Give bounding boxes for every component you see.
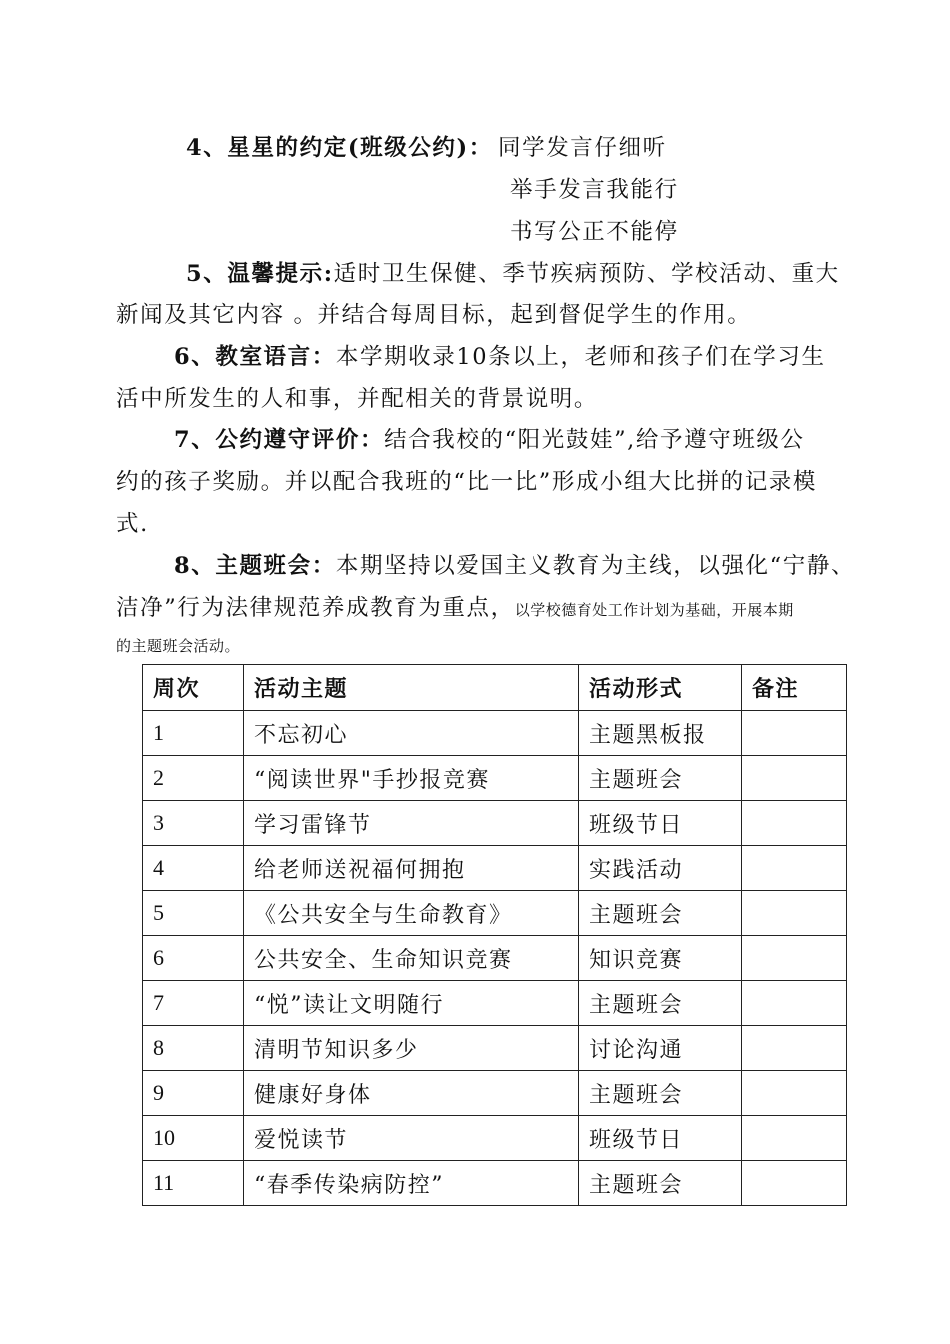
cell-week: 7 [143, 981, 244, 1026]
cell-format: 实践活动 [579, 846, 742, 891]
pledge-line-3: 书写公正不能停 [510, 219, 679, 245]
cell-topic: “阅读世界"手抄报竞赛 [244, 756, 579, 801]
cell-topic: 爱悦读节 [244, 1116, 579, 1161]
cell-note [742, 1026, 847, 1071]
table-row [143, 981, 847, 1026]
table-row [143, 1116, 847, 1161]
header-note: 备注 [742, 665, 847, 711]
activity-table [142, 664, 847, 1206]
cell-format: 主题黑板报 [579, 711, 742, 756]
cell-week: 6 [143, 936, 244, 981]
cell-note [742, 711, 847, 756]
table-row [143, 1026, 847, 1071]
section8-text-large: 洁净”行为法律规范养成教育为重点， [116, 595, 515, 621]
cell-week: 1 [143, 711, 244, 756]
section5-text-cont: 新闻及其它内容 。并结合每周目标，起到督促学生的作用。 [116, 302, 752, 328]
cell-format: 班级节日 [579, 1116, 742, 1161]
section8-text-cont [116, 597, 794, 620]
cell-format: 主题班会 [579, 1071, 742, 1116]
section5-text: 适时卫生保健、季节疾病预防、学校活动、重大 [333, 261, 840, 287]
cell-topic: 《公共安全与生命教育》 [244, 891, 579, 936]
cell-note [742, 1071, 847, 1116]
table-row [143, 846, 847, 891]
section5-label: 5、温馨提示: [186, 261, 334, 287]
cell-note [742, 891, 847, 936]
cell-topic: “春季传染病防控” [244, 1161, 579, 1206]
header-format: 活动形式 [579, 665, 742, 711]
cell-week: 3 [143, 801, 244, 846]
cell-format: 主题班会 [579, 981, 742, 1026]
section4-label: 4、星星的约定(班级公约)： [186, 135, 493, 161]
section7-text-cont: 约的孩子奖励。并以配合我班的“比一比”形成小组大比拼的记录模 [116, 469, 818, 495]
cell-note [742, 936, 847, 981]
cell-week: 10 [143, 1116, 244, 1161]
table-row [143, 711, 847, 756]
table-header-row [143, 665, 847, 711]
section8-label: 8、主题班会： [174, 553, 336, 579]
section7-text-end: 式. [116, 511, 149, 537]
cell-note [742, 846, 847, 891]
table-row [143, 756, 847, 801]
cell-format: 主题班会 [579, 756, 742, 801]
section6-label: 6、教室语言： [174, 344, 336, 370]
header-week: 周次 [143, 665, 244, 711]
section6-text-cont: 活中所发生的人和事，并配相关的背景说明。 [116, 386, 599, 412]
cell-format: 主题班会 [579, 891, 742, 936]
cell-week: 11 [143, 1161, 244, 1206]
cell-topic: “悦”读让文明随行 [244, 981, 579, 1026]
section8-text: 本期坚持以爱国主义教育为主线，以强化“宁静、 [335, 553, 856, 579]
cell-note [742, 1161, 847, 1206]
section8-text-end: 的主题班会活动。 [116, 637, 241, 655]
cell-format: 班级节日 [579, 801, 742, 846]
cell-topic: 给老师送祝福何拥抱 [244, 846, 579, 891]
table-row [143, 1071, 847, 1116]
section7-label: 7、公约遵守评价： [174, 427, 385, 453]
cell-note [742, 981, 847, 1026]
section5-paragraph [186, 263, 840, 286]
cell-topic: 不忘初心 [244, 711, 579, 756]
cell-format: 主题班会 [579, 1161, 742, 1206]
cell-note [742, 1116, 847, 1161]
section7-text: 结合我校的“阳光鼓娃”,给予遵守班级公 [384, 427, 805, 453]
section6-paragraph [174, 346, 826, 369]
table-row [143, 1161, 847, 1206]
section8-paragraph [174, 555, 855, 578]
table-row [143, 801, 847, 846]
table-row [143, 891, 847, 936]
cell-week: 4 [143, 846, 244, 891]
cell-format: 知识竞赛 [579, 936, 742, 981]
cell-topic: 健康好身体 [244, 1071, 579, 1116]
cell-week: 2 [143, 756, 244, 801]
cell-format: 讨论沟通 [579, 1026, 742, 1071]
cell-topic: 学习雷锋节 [244, 801, 579, 846]
pledge-line-2: 举手发言我能行 [510, 177, 679, 203]
header-topic: 活动主题 [244, 665, 579, 711]
cell-week: 8 [143, 1026, 244, 1071]
cell-topic: 公共安全、生命知识竞赛 [244, 936, 579, 981]
cell-topic: 清明节知识多少 [244, 1026, 579, 1071]
pledge-line-1: 同学发言仔细听 [498, 135, 667, 161]
section4-paragraph [186, 137, 493, 160]
cell-note [742, 756, 847, 801]
cell-week: 9 [143, 1071, 244, 1116]
section6-text: 本学期收录10条以上，老师和孩子们在学习生 [335, 344, 826, 370]
section7-paragraph [174, 429, 805, 452]
section8-text-small: 以学校德育处工作计划为基础，开展本期 [514, 601, 794, 619]
table-row [143, 936, 847, 981]
cell-week: 5 [143, 891, 244, 936]
cell-note [742, 801, 847, 846]
